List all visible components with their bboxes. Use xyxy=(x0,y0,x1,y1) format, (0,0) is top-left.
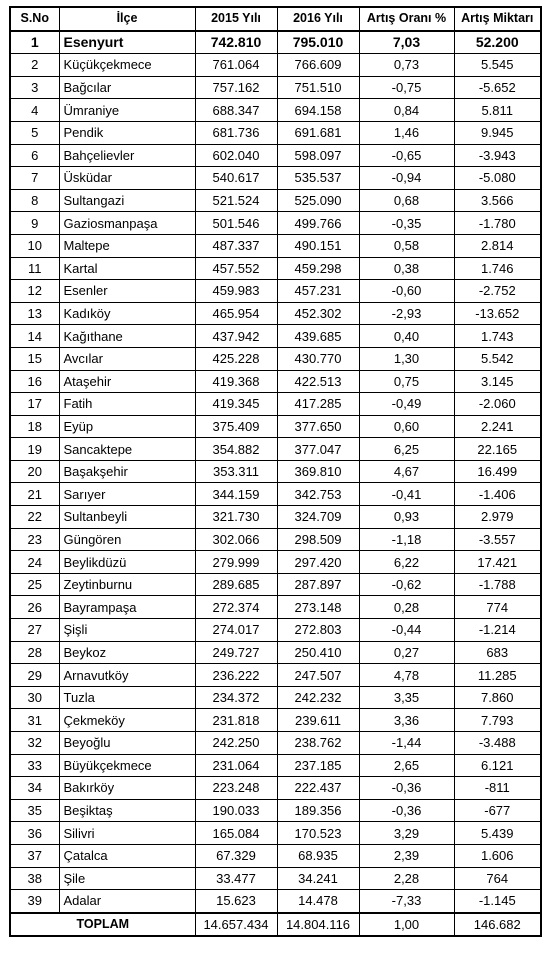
cell-no: 24 xyxy=(10,551,59,574)
cell-no: 20 xyxy=(10,460,59,483)
cell-rate: -0,36 xyxy=(359,799,454,822)
cell-2015: 487.337 xyxy=(195,234,277,257)
cell-amount: -5.080 xyxy=(454,167,541,190)
cell-rate: 3,36 xyxy=(359,709,454,732)
cell-amount: -3.557 xyxy=(454,528,541,551)
cell-rate: 3,29 xyxy=(359,822,454,845)
cell-2015: 223.248 xyxy=(195,777,277,800)
cell-rate: 0,28 xyxy=(359,596,454,619)
table-row xyxy=(10,460,541,483)
cell-2016: 430.770 xyxy=(277,347,359,370)
cell-2016: 369.810 xyxy=(277,460,359,483)
cell-district: Zeytinburnu xyxy=(59,573,195,596)
cell-no: 25 xyxy=(10,573,59,596)
cell-district: Tuzla xyxy=(59,686,195,709)
header-rate: Artış Oranı % xyxy=(359,7,454,31)
cell-no: 18 xyxy=(10,415,59,438)
cell-amount: 5.439 xyxy=(454,822,541,845)
table-row xyxy=(10,144,541,167)
cell-rate: -0,35 xyxy=(359,212,454,235)
cell-district: Çekmeköy xyxy=(59,709,195,732)
cell-2016: 691.681 xyxy=(277,121,359,144)
cell-2016: 377.047 xyxy=(277,438,359,461)
cell-rate: 2,28 xyxy=(359,867,454,890)
cell-no: 30 xyxy=(10,686,59,709)
cell-2015: 274.017 xyxy=(195,619,277,642)
cell-rate: -0,44 xyxy=(359,619,454,642)
table-row xyxy=(10,54,541,77)
cell-district: Bakırköy xyxy=(59,777,195,800)
cell-district: Adalar xyxy=(59,890,195,913)
table-row xyxy=(10,844,541,867)
cell-2016: 250.410 xyxy=(277,641,359,664)
cell-amount: -1.145 xyxy=(454,890,541,913)
cell-2015: 15.623 xyxy=(195,890,277,913)
table-row xyxy=(10,167,541,190)
cell-district: Sarıyer xyxy=(59,483,195,506)
cell-district: Avcılar xyxy=(59,347,195,370)
cell-rate: -0,65 xyxy=(359,144,454,167)
cell-rate: 6,22 xyxy=(359,551,454,574)
cell-rate: -0,75 xyxy=(359,76,454,99)
table-body xyxy=(10,31,541,913)
cell-district: Eyüp xyxy=(59,415,195,438)
cell-2016: 694.158 xyxy=(277,99,359,122)
cell-rate: 0,40 xyxy=(359,325,454,348)
cell-amount: -677 xyxy=(454,799,541,822)
cell-amount: -1.406 xyxy=(454,483,541,506)
header-2016: 2016 Yılı xyxy=(277,7,359,31)
table-row xyxy=(10,189,541,212)
cell-amount: 5.545 xyxy=(454,54,541,77)
cell-2016: 287.897 xyxy=(277,573,359,596)
cell-district: Çatalca xyxy=(59,844,195,867)
cell-2016: 342.753 xyxy=(277,483,359,506)
cell-amount: 2.979 xyxy=(454,506,541,529)
table-row xyxy=(10,99,541,122)
cell-rate: 0,73 xyxy=(359,54,454,77)
cell-2015: 67.329 xyxy=(195,844,277,867)
cell-district: Ümraniye xyxy=(59,99,195,122)
cell-amount: 52.200 xyxy=(454,31,541,54)
table-row xyxy=(10,573,541,596)
cell-2016: 242.232 xyxy=(277,686,359,709)
cell-no: 13 xyxy=(10,302,59,325)
cell-2015: 242.250 xyxy=(195,732,277,755)
table-row xyxy=(10,31,541,54)
cell-2015: 437.942 xyxy=(195,325,277,348)
cell-district: Kartal xyxy=(59,257,195,280)
cell-rate: -0,60 xyxy=(359,280,454,303)
cell-rate: 1,46 xyxy=(359,121,454,144)
table-row xyxy=(10,76,541,99)
cell-amount: 16.499 xyxy=(454,460,541,483)
total-2015: 14.657.434 xyxy=(195,913,277,937)
cell-district: Beylikdüzü xyxy=(59,551,195,574)
cell-2016: 795.010 xyxy=(277,31,359,54)
table-row xyxy=(10,302,541,325)
cell-2015: 425.228 xyxy=(195,347,277,370)
cell-2015: 353.311 xyxy=(195,460,277,483)
cell-district: Kadıköy xyxy=(59,302,195,325)
cell-2016: 459.298 xyxy=(277,257,359,280)
cell-rate: 6,25 xyxy=(359,438,454,461)
table-row xyxy=(10,234,541,257)
cell-district: Pendik xyxy=(59,121,195,144)
cell-2016: 499.766 xyxy=(277,212,359,235)
cell-2015: 236.222 xyxy=(195,664,277,687)
cell-no: 5 xyxy=(10,121,59,144)
cell-rate: 2,39 xyxy=(359,844,454,867)
cell-district: Esenyurt xyxy=(59,31,195,54)
population-table xyxy=(9,6,542,937)
table-row xyxy=(10,370,541,393)
cell-2016: 247.507 xyxy=(277,664,359,687)
table-row xyxy=(10,709,541,732)
cell-amount: -5.652 xyxy=(454,76,541,99)
cell-amount: -2.752 xyxy=(454,280,541,303)
cell-district: Başakşehir xyxy=(59,460,195,483)
table-row xyxy=(10,438,541,461)
cell-amount: 683 xyxy=(454,641,541,664)
cell-2016: 525.090 xyxy=(277,189,359,212)
cell-district: Küçükçekmece xyxy=(59,54,195,77)
cell-no: 21 xyxy=(10,483,59,506)
cell-district: Sultangazi xyxy=(59,189,195,212)
cell-no: 29 xyxy=(10,664,59,687)
cell-rate: 4,78 xyxy=(359,664,454,687)
cell-district: Sultanbeyli xyxy=(59,506,195,529)
cell-rate: -0,94 xyxy=(359,167,454,190)
cell-2015: 234.372 xyxy=(195,686,277,709)
cell-2015: 457.552 xyxy=(195,257,277,280)
cell-rate: 0,38 xyxy=(359,257,454,280)
table-row xyxy=(10,867,541,890)
cell-2015: 521.524 xyxy=(195,189,277,212)
cell-2016: 170.523 xyxy=(277,822,359,845)
cell-no: 31 xyxy=(10,709,59,732)
cell-2015: 375.409 xyxy=(195,415,277,438)
cell-2015: 344.159 xyxy=(195,483,277,506)
cell-amount: 5.542 xyxy=(454,347,541,370)
cell-2016: 239.611 xyxy=(277,709,359,732)
header-no: S.No xyxy=(10,7,59,31)
cell-no: 11 xyxy=(10,257,59,280)
cell-amount: 7.793 xyxy=(454,709,541,732)
cell-no: 4 xyxy=(10,99,59,122)
cell-2015: 190.033 xyxy=(195,799,277,822)
table-row xyxy=(10,483,541,506)
cell-2015: 761.064 xyxy=(195,54,277,77)
table-row xyxy=(10,641,541,664)
cell-no: 26 xyxy=(10,596,59,619)
cell-2015: 602.040 xyxy=(195,144,277,167)
cell-2015: 688.347 xyxy=(195,99,277,122)
table-row xyxy=(10,551,541,574)
cell-no: 23 xyxy=(10,528,59,551)
cell-district: Büyükçekmece xyxy=(59,754,195,777)
cell-2016: 297.420 xyxy=(277,551,359,574)
cell-rate: 2,65 xyxy=(359,754,454,777)
table-row xyxy=(10,528,541,551)
header-2015: 2015 Yılı xyxy=(195,7,277,31)
cell-2016: 272.803 xyxy=(277,619,359,642)
cell-no: 12 xyxy=(10,280,59,303)
cell-rate: 1,30 xyxy=(359,347,454,370)
cell-district: Ataşehir xyxy=(59,370,195,393)
cell-no: 17 xyxy=(10,393,59,416)
cell-amount: 2.814 xyxy=(454,234,541,257)
cell-amount: 2.241 xyxy=(454,415,541,438)
cell-rate: 0,93 xyxy=(359,506,454,529)
cell-no: 35 xyxy=(10,799,59,822)
cell-2016: 598.097 xyxy=(277,144,359,167)
cell-2016: 324.709 xyxy=(277,506,359,529)
cell-amount: -2.060 xyxy=(454,393,541,416)
table-row xyxy=(10,686,541,709)
cell-2016: 422.513 xyxy=(277,370,359,393)
cell-amount: 5.811 xyxy=(454,99,541,122)
cell-district: Arnavutköy xyxy=(59,664,195,687)
cell-2016: 237.185 xyxy=(277,754,359,777)
cell-2015: 354.882 xyxy=(195,438,277,461)
cell-rate: 4,67 xyxy=(359,460,454,483)
cell-no: 16 xyxy=(10,370,59,393)
cell-district: Sancaktepe xyxy=(59,438,195,461)
cell-2016: 68.935 xyxy=(277,844,359,867)
total-label: TOPLAM xyxy=(10,913,195,937)
cell-2016: 417.285 xyxy=(277,393,359,416)
header-amount: Artış Miktarı xyxy=(454,7,541,31)
cell-2015: 465.954 xyxy=(195,302,277,325)
cell-amount: 22.165 xyxy=(454,438,541,461)
cell-2015: 419.368 xyxy=(195,370,277,393)
cell-amount: 7.860 xyxy=(454,686,541,709)
cell-amount: -1.788 xyxy=(454,573,541,596)
table-row xyxy=(10,732,541,755)
table-row xyxy=(10,347,541,370)
cell-2015: 681.736 xyxy=(195,121,277,144)
cell-district: Bayrampaşa xyxy=(59,596,195,619)
cell-district: Maltepe xyxy=(59,234,195,257)
cell-2015: 272.374 xyxy=(195,596,277,619)
cell-no: 10 xyxy=(10,234,59,257)
cell-2015: 165.084 xyxy=(195,822,277,845)
cell-no: 9 xyxy=(10,212,59,235)
cell-rate: 0,84 xyxy=(359,99,454,122)
cell-no: 6 xyxy=(10,144,59,167)
cell-district: Şile xyxy=(59,867,195,890)
cell-amount: -1.214 xyxy=(454,619,541,642)
total-rate: 1,00 xyxy=(359,913,454,937)
cell-2016: 222.437 xyxy=(277,777,359,800)
cell-no: 32 xyxy=(10,732,59,755)
cell-2016: 439.685 xyxy=(277,325,359,348)
cell-2015: 540.617 xyxy=(195,167,277,190)
cell-no: 34 xyxy=(10,777,59,800)
cell-district: Fatih xyxy=(59,393,195,416)
table-row xyxy=(10,822,541,845)
cell-2016: 189.356 xyxy=(277,799,359,822)
table-row xyxy=(10,325,541,348)
cell-amount: 3.145 xyxy=(454,370,541,393)
cell-2016: 751.510 xyxy=(277,76,359,99)
table-row xyxy=(10,777,541,800)
cell-rate: 0,58 xyxy=(359,234,454,257)
cell-no: 15 xyxy=(10,347,59,370)
cell-rate: 0,27 xyxy=(359,641,454,664)
cell-2015: 231.818 xyxy=(195,709,277,732)
cell-district: Beyoğlu xyxy=(59,732,195,755)
cell-amount: 774 xyxy=(454,596,541,619)
cell-district: Esenler xyxy=(59,280,195,303)
cell-2015: 501.546 xyxy=(195,212,277,235)
table-row xyxy=(10,664,541,687)
table-row xyxy=(10,280,541,303)
cell-2016: 14.478 xyxy=(277,890,359,913)
cell-district: Üsküdar xyxy=(59,167,195,190)
cell-district: Bahçelievler xyxy=(59,144,195,167)
cell-no: 19 xyxy=(10,438,59,461)
cell-amount: 1.746 xyxy=(454,257,541,280)
cell-no: 38 xyxy=(10,867,59,890)
cell-no: 1 xyxy=(10,31,59,54)
cell-amount: 1.606 xyxy=(454,844,541,867)
cell-2016: 457.231 xyxy=(277,280,359,303)
total-2016: 14.804.116 xyxy=(277,913,359,937)
cell-rate: -1,18 xyxy=(359,528,454,551)
cell-2015: 249.727 xyxy=(195,641,277,664)
cell-2016: 452.302 xyxy=(277,302,359,325)
cell-amount: -13.652 xyxy=(454,302,541,325)
cell-rate: -0,36 xyxy=(359,777,454,800)
cell-no: 7 xyxy=(10,167,59,190)
cell-amount: -3.488 xyxy=(454,732,541,755)
cell-rate: -2,93 xyxy=(359,302,454,325)
cell-rate: -1,44 xyxy=(359,732,454,755)
cell-no: 2 xyxy=(10,54,59,77)
total-amount: 146.682 xyxy=(454,913,541,937)
cell-2015: 302.066 xyxy=(195,528,277,551)
cell-no: 27 xyxy=(10,619,59,642)
cell-rate: -0,41 xyxy=(359,483,454,506)
cell-amount: 11.285 xyxy=(454,664,541,687)
table-row xyxy=(10,393,541,416)
table-row xyxy=(10,121,541,144)
table-row xyxy=(10,212,541,235)
cell-2016: 34.241 xyxy=(277,867,359,890)
table-row xyxy=(10,596,541,619)
cell-2016: 490.151 xyxy=(277,234,359,257)
cell-rate: 0,68 xyxy=(359,189,454,212)
total-row xyxy=(10,913,541,937)
cell-no: 33 xyxy=(10,754,59,777)
table-row xyxy=(10,415,541,438)
cell-amount: 764 xyxy=(454,867,541,890)
cell-no: 3 xyxy=(10,76,59,99)
cell-amount: 6.121 xyxy=(454,754,541,777)
header-row xyxy=(10,7,541,31)
cell-district: Güngören xyxy=(59,528,195,551)
cell-district: Beykoz xyxy=(59,641,195,664)
cell-rate: -0,49 xyxy=(359,393,454,416)
cell-rate: 3,35 xyxy=(359,686,454,709)
cell-no: 22 xyxy=(10,506,59,529)
cell-rate: 7,03 xyxy=(359,31,454,54)
cell-2016: 766.609 xyxy=(277,54,359,77)
cell-amount: 3.566 xyxy=(454,189,541,212)
cell-no: 14 xyxy=(10,325,59,348)
cell-district: Bağcılar xyxy=(59,76,195,99)
cell-rate: -7,33 xyxy=(359,890,454,913)
cell-2015: 419.345 xyxy=(195,393,277,416)
cell-district: Gaziosmanpaşa xyxy=(59,212,195,235)
cell-2016: 273.148 xyxy=(277,596,359,619)
cell-no: 8 xyxy=(10,189,59,212)
cell-district: Kağıthane xyxy=(59,325,195,348)
cell-2015: 459.983 xyxy=(195,280,277,303)
cell-2015: 757.162 xyxy=(195,76,277,99)
cell-2016: 535.537 xyxy=(277,167,359,190)
cell-no: 37 xyxy=(10,844,59,867)
cell-2016: 298.509 xyxy=(277,528,359,551)
cell-2015: 742.810 xyxy=(195,31,277,54)
cell-2016: 238.762 xyxy=(277,732,359,755)
cell-rate: -0,62 xyxy=(359,573,454,596)
cell-district: Şişli xyxy=(59,619,195,642)
table-row xyxy=(10,754,541,777)
cell-2015: 231.064 xyxy=(195,754,277,777)
cell-amount: 9.945 xyxy=(454,121,541,144)
table-row xyxy=(10,799,541,822)
cell-2015: 279.999 xyxy=(195,551,277,574)
cell-2015: 289.685 xyxy=(195,573,277,596)
cell-amount: -811 xyxy=(454,777,541,800)
table-row xyxy=(10,506,541,529)
table-row xyxy=(10,257,541,280)
header-district: İlçe xyxy=(59,7,195,31)
table-row xyxy=(10,890,541,913)
cell-amount: -3.943 xyxy=(454,144,541,167)
table-row xyxy=(10,619,541,642)
cell-no: 36 xyxy=(10,822,59,845)
cell-2016: 377.650 xyxy=(277,415,359,438)
cell-amount: 17.421 xyxy=(454,551,541,574)
cell-rate: 0,75 xyxy=(359,370,454,393)
cell-district: Beşiktaş xyxy=(59,799,195,822)
cell-no: 39 xyxy=(10,890,59,913)
cell-2015: 33.477 xyxy=(195,867,277,890)
cell-amount: -1.780 xyxy=(454,212,541,235)
cell-no: 28 xyxy=(10,641,59,664)
cell-rate: 0,60 xyxy=(359,415,454,438)
cell-amount: 1.743 xyxy=(454,325,541,348)
cell-district: Silivri xyxy=(59,822,195,845)
cell-2015: 321.730 xyxy=(195,506,277,529)
